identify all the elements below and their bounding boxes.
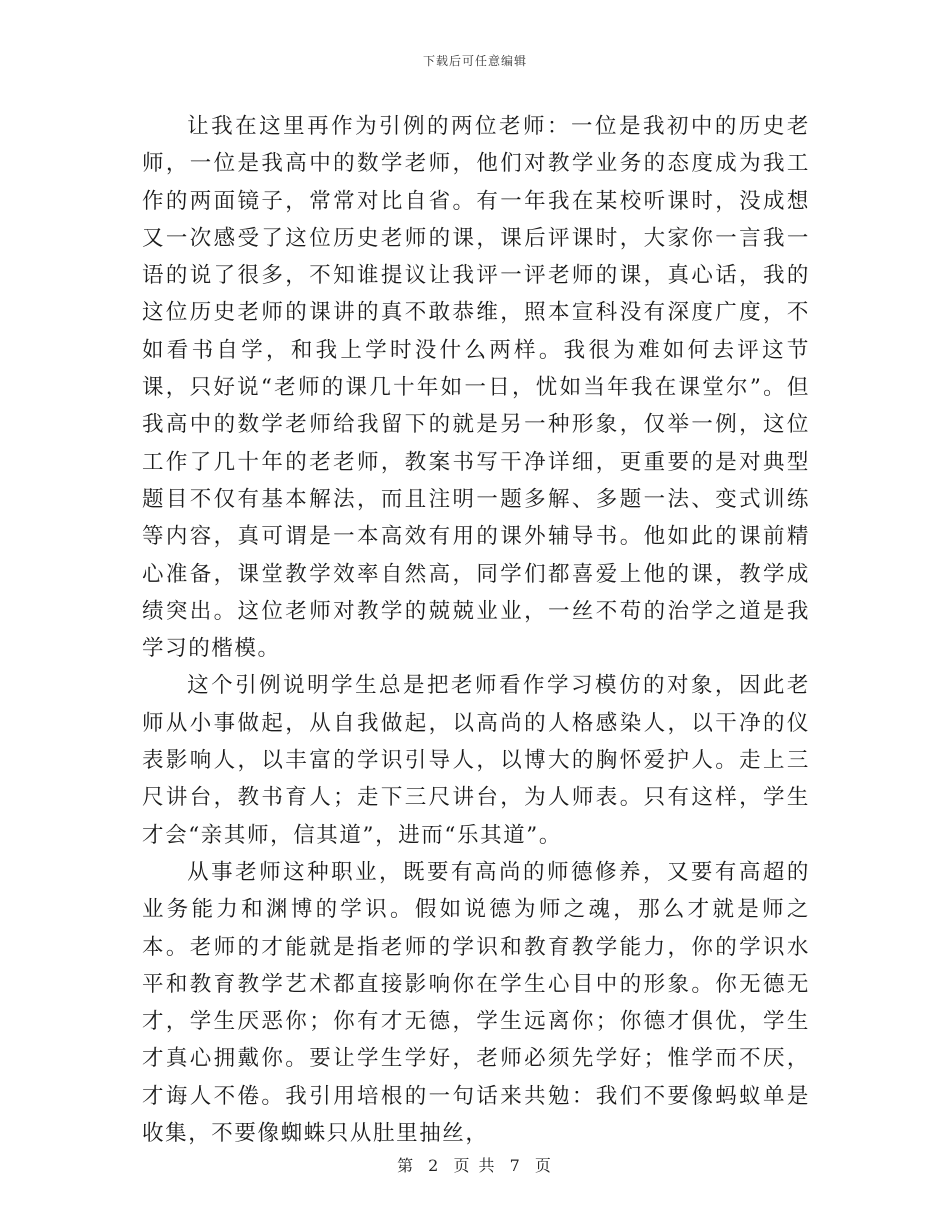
- footer-suffix: 页: [534, 1156, 553, 1175]
- paragraph-3: 从事老师这种职业，既要有高尚的师德修养，又要有高超的业务能力和渊博的学识。假如说德为师之魂，那么才就是师之本。老师的才能就是指老师的学识和教育教学能力，你的学识水平和教育教学艺术都直接影响你在学生心目中的形象。你无德无才，学生厌恶你；你有才无德，学生远离你；你德才俱优，学生才真心拥戴你。要让学生学好，老师必须先学好；惟学而不厌，才诲人不倦。我引用培根的一句话来共勉：我们不要像蚂蚁单是收集，不要像蜘蛛只从肚里抽丝，: [142, 859, 810, 1147]
- paragraph-2: 这个引例说明学生总是把老师看作学习模仿的对象，因此老师从小事做起，从自我做起，以高尚的人格感染人，以干净的仪表影响人，以丰富的学识引导人，以博大的胸怀爱护人。走上三尺讲台，教书育人；走下三尺讲台，为人师表。只有这样，学生才会“亲其师，信其道”，进而“乐其道”。: [142, 673, 810, 848]
- page-header: 下载后可任意编辑: [422, 54, 527, 68]
- footer-prefix: 第: [397, 1156, 416, 1175]
- footer-middle: 页 共: [453, 1156, 497, 1175]
- footer-total-pages: 7: [509, 1156, 522, 1175]
- page-footer: [0, 1153, 950, 1176]
- document-body: [142, 108, 810, 1152]
- paragraph-1: 让我在这里再作为引例的两位老师：一位是我初中的历史老师，一位是我高中的数学老师，他们对教学业务的态度成为我工作的两面镜子，常常对比自省。有一年我在某校听课时，没成想又一次感受了这位历史老师的课，课后评课时，大家你一言我一语的说了很多，不知谁提议让我评一评老师的课，真心话，我的这位历史老师的课讲的真不敢恭维，照本宣科没有深度广度，不如看书自学，和我上学时没什么两样。我很为难如何去评这节课，只好说“老师的课几十年如一日，忧如当年我在课堂尔”。但我高中的数学老师给我留下的就是另一种形象，仅举一例，这位工作了几十年的老老师，教案书写干净详细，更重要的是对典型题目不仅有基本解法，而且注明一题多解、多题一法、变式训练等内容，真可谓是一本高效有用的课外辅导书。他如此的课前精心准备，课堂教学效率自然高，同学们都喜爱上他的课，教学成绩突出。这位老师对教学的兢兢业业，一丝不苟的治学之道是我学习的楷模。: [142, 114, 810, 662]
- footer-current-page: 2: [428, 1156, 441, 1175]
